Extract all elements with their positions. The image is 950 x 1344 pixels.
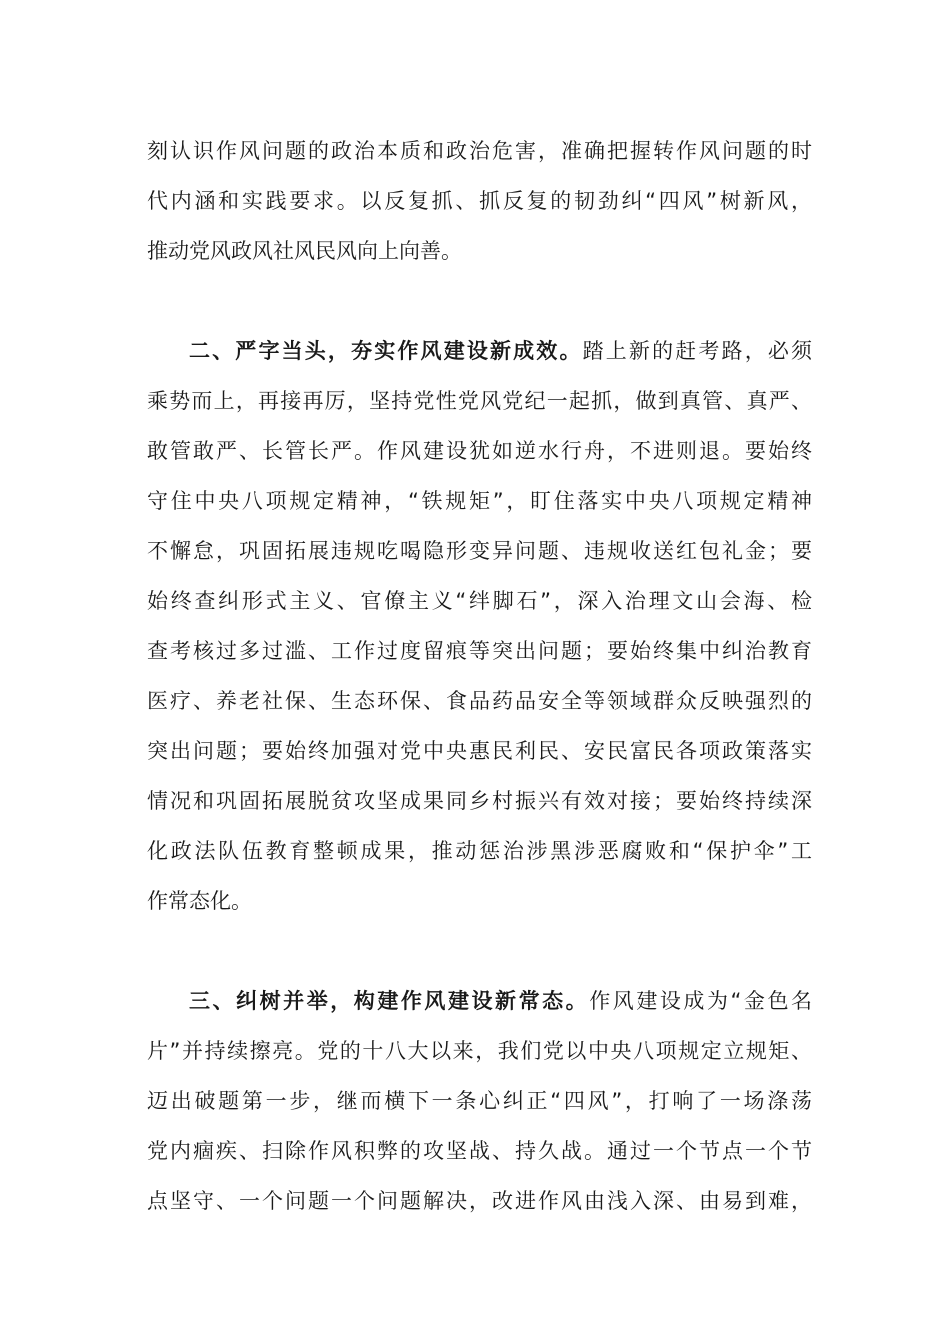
section-first-line-text: 踏上新的赶考路，必须 bbox=[582, 339, 813, 363]
paragraph-line: 守住中央八项规定精神，“铁规矩”，盯住落实中央八项规定精神 bbox=[147, 489, 812, 513]
paragraph-line: 突出问题；要始终加强对党中央惠民利民、安民富民各项政策落实 bbox=[147, 739, 812, 763]
paragraph-line: 刻认识作风问题的政治本质和政治危害，准确把握转作风问题的时 bbox=[147, 139, 812, 163]
paragraph-line: 查考核过多过滥、工作过度留痕等突出问题；要始终集中纠治教育 bbox=[147, 639, 812, 663]
section-heading: 三、纠树并举，构建作风建设新常态。 bbox=[189, 989, 590, 1013]
paragraph-line: 不懈怠，巩固拓展违规吃喝隐形变异问题、违规收送红包礼金；要 bbox=[147, 539, 812, 563]
paragraph-line: 化政法队伍教育整顿成果，推动惩治涉黑涉恶腐败和“保护伞”工 bbox=[147, 839, 812, 863]
section-first-line bbox=[189, 986, 812, 1016]
paragraph-line: 作常态化。 bbox=[147, 889, 252, 913]
section-first-line-text: 作风建设成为“金色名 bbox=[589, 989, 812, 1013]
paragraph-line: 医疗、养老社保、生态环保、食品药品安全等领域群众反映强烈的 bbox=[147, 689, 812, 713]
paragraph-line: 推动党风政风社风民风向上向善。 bbox=[147, 239, 462, 263]
section-first-line bbox=[189, 336, 812, 366]
paragraph-line: 片”并持续擦亮。党的十八大以来，我们党以中央八项规定立规矩、 bbox=[147, 1039, 812, 1063]
paragraph-line: 代内涵和实践要求。以反复抓、抓反复的韧劲纠“四风”树新风， bbox=[147, 189, 812, 213]
paragraph-line: 敢管敢严、长管长严。作风建设犹如逆水行舟，不进则退。要始终 bbox=[147, 439, 812, 463]
paragraph-line: 迈出破题第一步，继而横下一条心纠正“四风”，打响了一场涤荡 bbox=[147, 1089, 812, 1113]
paragraph-line: 党内痼疾、扫除作风积弊的攻坚战、持久战。通过一个节点一个节 bbox=[147, 1139, 812, 1163]
paragraph-line: 始终查纠形式主义、官僚主义“绊脚石”，深入治理文山会海、检 bbox=[147, 589, 812, 613]
section-heading: 二、严字当头，夯实作风建设新成效。 bbox=[189, 339, 583, 363]
paragraph-line: 情况和巩固拓展脱贫攻坚成果同乡村振兴有效对接；要始终持续深 bbox=[147, 789, 812, 813]
paragraph-line: 点坚守、一个问题一个问题解决，改进作风由浅入深、由易到难， bbox=[147, 1189, 812, 1213]
paragraph-line: 乘势而上，再接再厉，坚持党性党风党纪一起抓，做到真管、真严、 bbox=[147, 389, 812, 413]
